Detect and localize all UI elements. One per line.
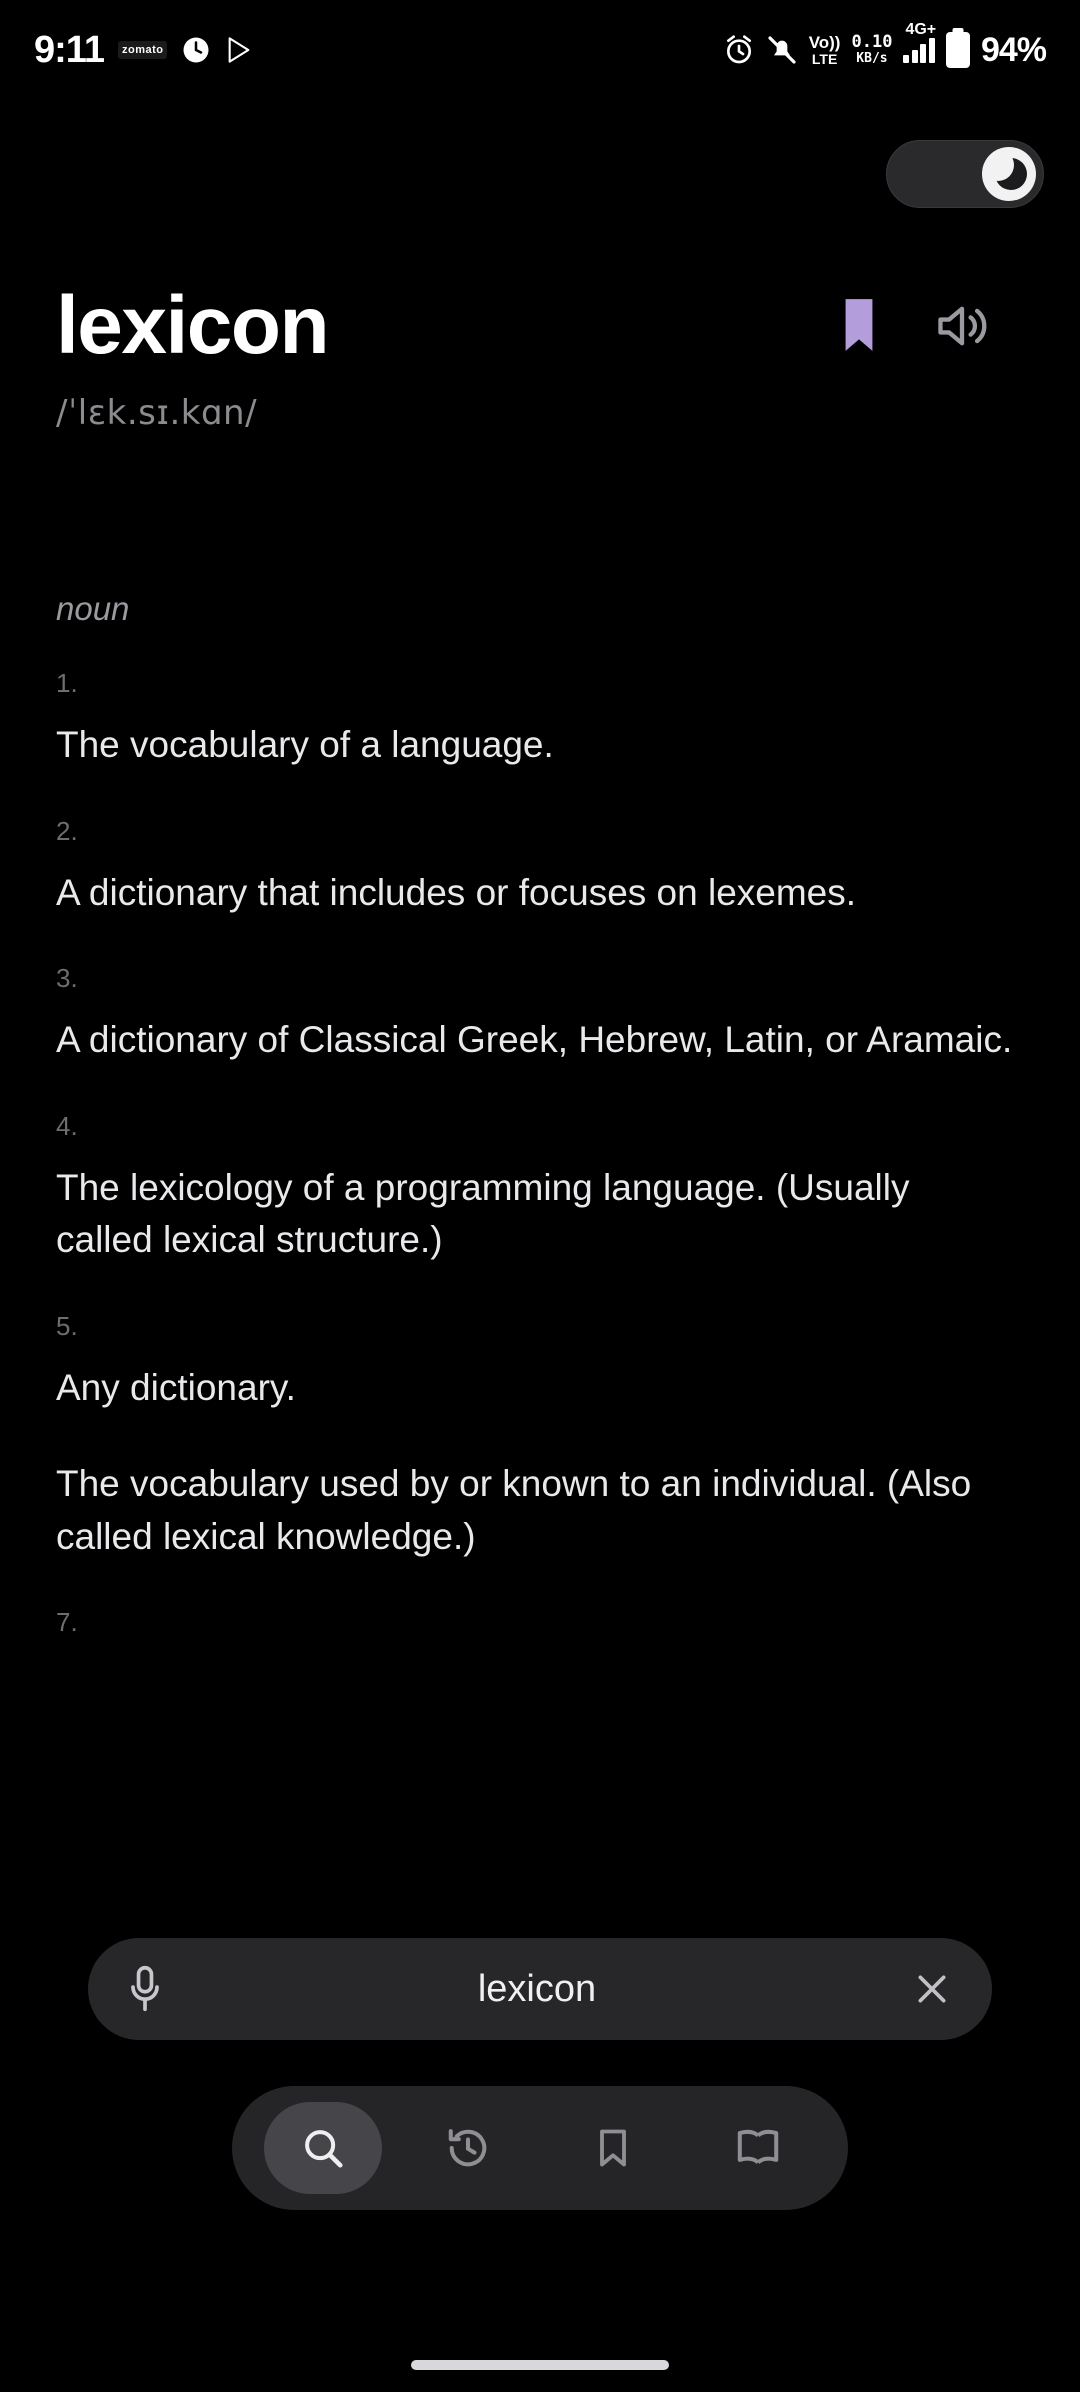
status-bar-right <box>723 21 1046 70</box>
nav-search[interactable] <box>264 2102 382 2194</box>
list-item <box>56 668 1024 772</box>
notification-muted-icon <box>766 34 798 66</box>
definition-number: 4. <box>56 1110 78 1141</box>
microphone-icon[interactable] <box>128 1965 162 2013</box>
dark-mode-toggle[interactable] <box>886 140 1044 208</box>
clock-app-icon <box>181 35 211 65</box>
definition-number: 1. <box>56 668 78 698</box>
nav-bookmarks[interactable] <box>554 2102 672 2194</box>
page-title: lexicon <box>56 280 329 371</box>
play-store-icon <box>225 36 253 64</box>
volte-indicator: Vo)) LTE <box>808 32 841 67</box>
search-input[interactable]: lexicon <box>477 1967 597 2010</box>
definition-number: 5. <box>56 1310 78 1341</box>
moon-icon <box>982 147 1036 201</box>
definition-text: The lexicology of a programming language. (Usually called lexical structure.) <box>56 1166 910 1261</box>
gesture-home-indicator[interactable] <box>411 2360 669 2370</box>
definition-list <box>0 668 1080 1682</box>
close-icon[interactable] <box>912 1969 952 2009</box>
nav-history[interactable] <box>409 2102 527 2194</box>
status-bar-left <box>34 29 253 72</box>
list-item <box>56 1458 1024 1563</box>
nav-dictionary[interactable] <box>699 2102 817 2194</box>
definition-number: 7. <box>56 1607 78 1638</box>
signal-strength-icon: 4G+ <box>903 37 935 63</box>
search-bar[interactable] <box>88 1938 992 2040</box>
status-bar <box>0 0 1080 100</box>
part-of-speech: noun <box>56 590 130 627</box>
entry-header <box>0 280 1080 433</box>
battery-percent: 94% <box>980 30 1046 69</box>
network-speed-indicator: 0.10 KB/s <box>851 32 893 67</box>
speaker-icon[interactable] <box>934 300 990 352</box>
list-item <box>56 1607 1024 1638</box>
list-item <box>56 1311 1024 1415</box>
definition-number: 3. <box>56 963 78 994</box>
definition-text: A dictionary of Classical Greek, Hebrew, Latin, or Aramaic. <box>56 1019 1013 1061</box>
list-item <box>56 816 1024 920</box>
alarm-icon <box>723 34 755 66</box>
definition-text: The vocabulary used by or known to an individual. (Also called lexical knowledge.) <box>56 1463 972 1557</box>
status-clock: 9:11 <box>34 28 104 71</box>
entry-actions <box>836 297 1024 355</box>
zomato-badge-icon: zomato <box>118 41 168 59</box>
battery-icon <box>946 32 970 68</box>
bottom-navigation <box>232 2086 848 2210</box>
list-item <box>56 963 1024 1067</box>
list-item <box>56 1111 1024 1267</box>
definition-text: Any dictionary. <box>56 1366 296 1408</box>
definition-text: The vocabulary of a language. <box>56 724 554 765</box>
bookmark-filled-icon[interactable] <box>836 297 882 355</box>
definition-number: 2. <box>56 815 78 846</box>
phonetic-transcription: /ˈlɛk.sɪ.kɑn/ <box>56 393 258 433</box>
definition-text: A dictionary that includes or focuses on lexemes. <box>56 871 857 913</box>
